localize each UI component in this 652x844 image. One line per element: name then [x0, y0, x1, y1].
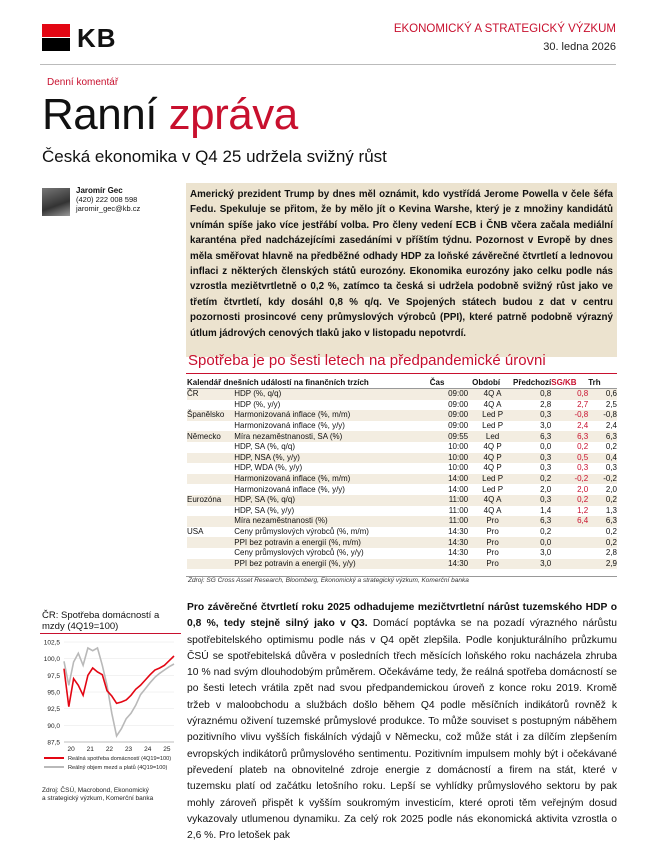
table-row [187, 442, 617, 453]
row-market: 6,3 [588, 516, 617, 527]
row-market: -0,8 [588, 410, 617, 421]
body-text [187, 600, 617, 844]
row-period: Led P [482, 421, 504, 431]
chart-x-tick-label: 22 [105, 746, 114, 753]
row-previous: 0,0 [513, 537, 551, 548]
row-indicator: Ceny průmyslových výrobců (%, m/m) [234, 527, 369, 537]
row-market: 2,8 [605, 548, 617, 558]
row-indicator: HDP (%, y/y) [234, 399, 281, 409]
row-sgkb: 0,2 [577, 442, 589, 452]
table-row [187, 463, 617, 474]
table-header-row [187, 377, 617, 389]
row-market: 0,6 [588, 389, 617, 400]
chart-title: ČR: Spotřeba domácností a mzdy (4Q19=100) [42, 610, 160, 632]
row-period: Pro [472, 516, 513, 527]
chart-y-tick-label: 102,5 [43, 639, 60, 647]
row-market: 1,3 [605, 505, 617, 515]
chart-source-line2: a strategický výzkum, Komerční banka [42, 795, 154, 802]
row-indicator: Míra nezaměstnanosti (%) [234, 516, 429, 527]
author-email[interactable]: jaromir_gec@kb.cz [76, 204, 141, 213]
chart-y-tick-label: 87,5 [47, 739, 60, 747]
row-previous: 2,0 [540, 484, 552, 494]
row-period: 4Q A [483, 505, 502, 515]
chart-series-line [64, 656, 174, 707]
table-row [187, 389, 617, 400]
col-header-events: Kalendář dnešních událostí na finančních trzích [187, 377, 430, 389]
header-date: 30. ledna 2026 [543, 41, 616, 53]
row-indicator: HDP, WDA (%, y/y) [234, 463, 303, 473]
col-header-time: Čas [430, 377, 472, 389]
row-time: 14:00 [430, 474, 472, 485]
table-row [187, 537, 617, 548]
row-sgkb: 0,5 [551, 453, 588, 464]
row-period: Pro [486, 548, 499, 558]
row-indicator: HDP, SA (%, y/y) [234, 505, 295, 515]
table-row [187, 410, 617, 421]
row-sgkb [551, 537, 588, 548]
row-time: 14:30 [448, 527, 469, 537]
row-market: 2,9 [588, 559, 617, 570]
chart-x-tick-label: 20 [67, 746, 75, 753]
row-market: 2,0 [605, 484, 617, 494]
consumption-wages-chart [30, 634, 182, 784]
row-country: ČR [187, 389, 234, 400]
row-country: Německo [187, 431, 234, 442]
table-row [187, 559, 617, 570]
row-market: 2,4 [605, 421, 617, 431]
row-previous: 0,3 [513, 453, 551, 464]
chart-y-tick-label: 90,0 [47, 722, 60, 730]
row-time: 09:00 [448, 421, 469, 431]
chart-y-tick-label: 100,0 [43, 656, 60, 664]
row-market: 0,2 [605, 527, 617, 537]
table-source: Zdroj: SG Cross Asset Research, Bloomberg, Ekonomický a strategický výzkum, Komerční banka [188, 577, 469, 584]
section-title: Spotřeba je po šesti letech na předpandemické úrovni [188, 352, 546, 369]
chart-x-tick-label: 24 [144, 746, 152, 753]
row-indicator: Míra nezaměstnanosti, SA (%) [234, 431, 429, 442]
logo-red-block [42, 24, 70, 37]
chart-y-tick-label: 95,0 [47, 689, 60, 697]
author-block [76, 186, 140, 213]
table-row [187, 453, 617, 464]
row-indicator: HDP, SA (%, q/q) [234, 495, 429, 506]
row-market: 6,3 [588, 431, 617, 442]
row-previous: 1,4 [540, 505, 552, 515]
row-previous: 6,3 [513, 431, 551, 442]
row-previous: 6,3 [513, 516, 551, 527]
row-sgkb: -0,2 [551, 474, 588, 485]
row-market: 0,3 [605, 463, 617, 473]
row-market: 0,2 [588, 537, 617, 548]
row-period: Pro [472, 559, 513, 570]
row-time: 11:00 [430, 516, 472, 527]
row-sgkb [551, 548, 588, 559]
row-time: 09:00 [448, 399, 469, 409]
row-sgkb [551, 559, 588, 570]
author-name: Jaromír Gec [76, 186, 123, 195]
row-period: Led P [482, 484, 504, 494]
calendar-table [187, 377, 617, 569]
table-row [187, 431, 617, 442]
chart-y-tick-label: 92,5 [47, 706, 60, 714]
row-previous: 0,3 [513, 495, 551, 506]
row-period: Led P [472, 410, 513, 421]
title-red: zpráva [168, 90, 298, 139]
row-indicator: HDP, NSA (%, y/y) [234, 453, 429, 464]
row-country [187, 474, 234, 485]
row-market: -0,2 [588, 474, 617, 485]
row-previous: 0,3 [513, 410, 551, 421]
chart-legend-label: Reálný objem mezd a platů (4Q19=100) [68, 765, 168, 772]
body-lead: Pro závěrečné čtvrtletí roku 2025 odhadujeme mezičtvrtletní nárůst tuzemského HDP o 0,8 %, tedy stejně silný jako v Q3. [187, 602, 617, 630]
row-sgkb: 2,4 [577, 421, 589, 431]
doc-category: Denní komentář [47, 77, 119, 88]
row-sgkb: 0,2 [551, 495, 588, 506]
row-time: 10:00 [430, 453, 472, 464]
row-country [187, 559, 234, 570]
row-time: 09:00 [430, 410, 472, 421]
row-time: 10:00 [448, 463, 469, 473]
row-period: Led P [472, 474, 513, 485]
chart-x-tick-label: 21 [86, 746, 94, 753]
row-country: Eurozóna [187, 495, 234, 506]
table-row [187, 421, 617, 432]
row-sgkb: 6,3 [551, 431, 588, 442]
col-header-period: Období [472, 377, 513, 389]
page-subtitle: Česká ekonomika v Q4 25 udržela svižný růst [42, 147, 387, 166]
row-market: 0,2 [605, 442, 617, 452]
row-previous: 0,8 [513, 389, 551, 400]
row-sgkb: 1,2 [577, 505, 589, 515]
header-section-title: EKONOMICKÝ A STRATEGICKÝ VÝZKUM [393, 23, 616, 35]
summary-box [186, 183, 617, 357]
row-country [187, 453, 234, 464]
chart-legend-label: Reálná spotřeba domácností (4Q19=100) [68, 756, 172, 763]
table-row [187, 495, 617, 506]
row-country [187, 442, 234, 453]
row-indicator: Harmonizovaná inflace (%, m/m) [234, 410, 429, 421]
row-indicator: Harmonizovaná inflace (%, m/m) [234, 474, 429, 485]
row-time: 09:00 [430, 389, 472, 400]
table-row [187, 474, 617, 485]
row-period: 4Q P [472, 453, 513, 464]
row-country [187, 506, 234, 517]
col-header-market: Trh [588, 377, 617, 389]
chart-source-line1: Zdroj: ČSÚ, Macrobond, Ekonomický [42, 787, 149, 794]
author-photo [42, 188, 70, 216]
row-previous: 3,0 [540, 548, 552, 558]
row-indicator: PPI bez potravin a energií (%, m/m) [234, 537, 429, 548]
chart-x-tick-label: 25 [163, 746, 171, 753]
row-period: 4Q A [472, 495, 513, 506]
row-indicator: PPI bez potravin a energií (%, y/y) [234, 559, 429, 570]
table-row [187, 400, 617, 411]
row-sgkb: 2,7 [577, 399, 589, 409]
row-sgkb: 0,8 [551, 389, 588, 400]
row-sgkb [551, 527, 588, 538]
row-previous: 3,0 [513, 559, 551, 570]
row-country [187, 421, 234, 432]
row-country [187, 516, 234, 527]
row-sgkb: -0,8 [551, 410, 588, 421]
row-indicator: HDP (%, q/q) [234, 389, 429, 400]
body-paragraph: Domácí poptávka se na pozadí výrazného nárůstu spotřebitelského optimismu podle nás v Q4 opět zlepšila. Podle konjukturálního průzkumu ČSÚ se spotřebitelská důvěra v posledních třech měsících loňského roku nacházela zhruba 10 % nad svým dlouhodobým průměrem. Očekáváme tedy, že reálná spotřeba domácností se po šesti letech vrátila zpět nad svou předpandemickou úroveň z konce roku 2019. Kromě tržeb v maloobchodu a službách došlo během Q4 podle měsíčních indikátorů rovněž k výraznému oživení tuzemské průmyslové produkce. To může souviset s postupným náběhem pozitivního vlivu vyšších fiskálních výdajů v Německu, což může stát i za dílčím zlepšením evropských indikátorů průmyslového sentimentu. Pozitivním impulsem mohly být i očekávané převedení plateb na obnovitelné zdroje energie z domácností a firem na stát, které v tuzemsku platí od začátku letošního roku. Lepší se vyhlídky průmyslového sektoru by pak mohly zároveň přispět k vyšším soukromým investicím, které oproti těm veřejným dosud vykazovaly utlumenou dynamiku. Za celý rok 2025 podle nás ekonomická aktivita vzrostla o 2,6 %. Pro letošek pak [187, 618, 617, 842]
row-indicator: Harmonizovaná inflace (%, y/y) [234, 484, 345, 494]
row-country [187, 463, 234, 474]
row-country [187, 400, 234, 411]
row-time: 14:30 [430, 537, 472, 548]
row-time: 14:30 [430, 559, 472, 570]
row-previous: 0,2 [513, 474, 551, 485]
header-divider [40, 64, 616, 65]
row-time: 11:00 [448, 505, 469, 515]
row-sgkb: 2,0 [577, 484, 589, 494]
row-period: Pro [486, 527, 499, 537]
row-indicator: Ceny průmyslových výrobců (%, y/y) [234, 548, 364, 558]
section-divider [186, 373, 617, 374]
row-previous: 0,0 [540, 442, 552, 452]
row-country [187, 484, 234, 495]
row-sgkb: 6,4 [551, 516, 588, 527]
row-country [187, 537, 234, 548]
row-period: Pro [472, 537, 513, 548]
chart-x-tick-label: 23 [124, 746, 133, 753]
page-title [42, 90, 298, 140]
row-country: USA [187, 527, 204, 537]
row-indicator: HDP, SA (%, q/q) [234, 442, 296, 452]
col-header-sgkb: SG/KB [551, 377, 588, 389]
col-header-previous: Předchozí [513, 378, 552, 387]
table-row [187, 516, 617, 527]
title-black: Ranní [42, 90, 169, 139]
row-time: 11:00 [430, 495, 472, 506]
row-sgkb: 0,3 [577, 463, 589, 473]
row-time: 14:00 [448, 484, 469, 494]
author-phone: (420) 222 008 598 [76, 195, 138, 204]
logo-black-block [42, 38, 70, 51]
chart-y-tick-label: 97,5 [47, 672, 60, 680]
table-row [187, 484, 617, 495]
chart-source [42, 787, 153, 803]
table-row [187, 548, 617, 559]
summary-text: Americký prezident Trump by dnes měl oznámit, kdo vystřídá Jerome Powella v čele šéfa Fedu. Spekuluje se přitom, že by mělo jít o Kevina Warshe, který je z množiny kandidátů vnímán spíše jako více jestřábí volba. Pro členy vedení ECB i ČNB včera začala mediální karanténa před nadcházejícími zasedáními v příštím týdnu. Pozornost v Evropě by dnes měla směřovat hlavně na předběžné odhady HDP za loňské závěrečné čtvrtletí a lednovou inflaci z některých členských států eurozóny. Ekonomika eurozóny jako celku podle nás vzrostla meziětvrtletně o 0,2 %, zatímco ta česká si udržela podobně svižný růst jako ve třetím čtvrtletí, kdy dosáhl 0,8 % q/q. Ve Spojených státech budou z dat v centru pozornosti prosincové ceny průmyslových výrobců (PPI), které patrně podobně výrazný útlum jádrových cenových tlaků jako v listopadu nepotvrdí. [190, 189, 613, 339]
row-previous: 0,3 [540, 463, 552, 473]
row-previous: 0,2 [540, 527, 552, 537]
row-previous: 2,8 [540, 399, 552, 409]
row-time: 09:55 [430, 431, 472, 442]
row-country: Španělsko [187, 410, 234, 421]
row-time: 10:00 [448, 442, 469, 452]
row-indicator: Harmonizovaná inflace (%, y/y) [234, 421, 345, 431]
row-period: 4Q A [472, 389, 513, 400]
row-market: 0,4 [588, 453, 617, 464]
row-period: Led [472, 431, 513, 442]
table-row [187, 506, 617, 517]
row-time: 14:30 [448, 548, 469, 558]
row-period: 4Q P [483, 442, 502, 452]
row-period: 4Q P [483, 463, 502, 473]
logo-text: KB [77, 23, 117, 53]
table-row [187, 527, 617, 538]
row-country [187, 548, 234, 559]
row-market: 2,5 [605, 399, 617, 409]
row-previous: 3,0 [540, 421, 552, 431]
row-market: 0,2 [588, 495, 617, 506]
row-period: 4Q A [483, 399, 502, 409]
